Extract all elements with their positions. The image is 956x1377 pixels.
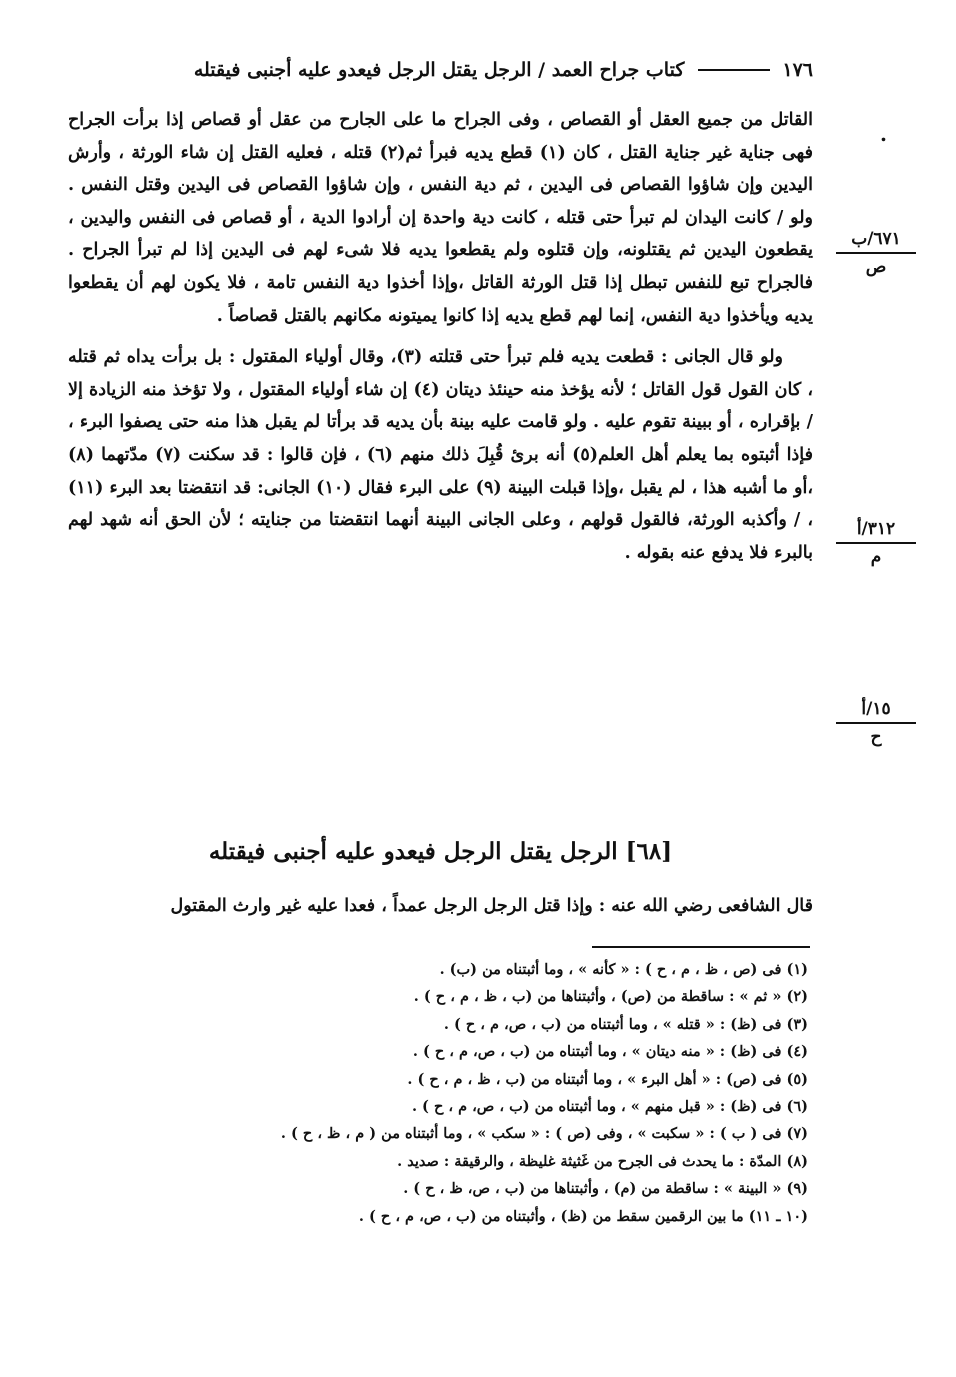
margin-note-siglum: ص [865, 257, 887, 277]
margin-note-manuscript-2 [836, 518, 916, 568]
margin-note-siglum: م [870, 547, 882, 567]
paragraph-2: ولو قال الجانى : قطعت يديه فلم تبرأ حتى قتلته (٣)، وقال أولياء المقتول : بل برأت يداه ثم قتله ، كان القول قول القاتل ؛ لأنه يؤخذ منه حينئذ ديتان (٤) إن شاء أولياء المقتول ، ولا تؤخذ منه الزيادة إلا / بإقراره ، أو ببينة تقوم عليه . ولو قامت عليه بينة بأن يديه قد برأتا لم يقبل هذا منه حتى يصفوا البرء ، فإذا أثبتوه بما يعلم أهل العلم(٥) أنه برئ قُبِلَ ذلك منهم (٦) ، فإن قالوا : قد سكنت (٧) مدّتهما (٨) ،أو ما أشبه هذا ، لم يقبل ،وإذا قبلت البينة (٩) على البرء فقال (١٠) الجانى: قد انتقضتا بعد البرء (١١) ، / وأكذبه الورثة، فالقول قولهم ، وعلى الجانى البينة أنهما انتقضتا من جنايته ؛ لأن الحق أنه شهد لهم بالبرء فلا يدفع عنه بقوله . [68, 347, 813, 563]
margin-note-manuscript-3 [836, 698, 916, 748]
running-title: كتاب جراح العمد / الرجل يقتل الرجل فيعدو عليه أجنبى فيقتله [193, 59, 685, 81]
footnote: (٥) فى (ص) : « أهل البرء » ، وما أثبتناه من (ب ، ظ ، م ، ح ) . [407, 1070, 808, 1088]
section-first-line: قال الشافعى رضي الله عنه : وإذا قتل الرجل الرجل عمداً ، فعدا عليه غير وارث المقتول [170, 896, 813, 916]
paragraph-1: القاتل من جميع العقل أو القصاص ، وفى الجراح ما على الجارح من عقل أو قصاص إذا برأت الجراح فهى جناية غير جناية القتل ، كان (١) قطع يديه فبرأ ثم(٢) قتله ، فعليه القتل إن شاء الورثة ، وأرش اليدين وإن شاؤوا القصاص فى اليدين ، ثم دية النفس ، وإن شاؤوا القصاص فى اليدين وقتل النفس . ولو / كانت اليدان لم تبرأ حتى قتله ، كانت دية واحدة إن أرادوا الدية ، أو قصاص فى النفس واليدين ، يقطعون اليدين ثم يقتلونه، وإن قتلوه ولم يقطعوا يديه فلا شىء لهم فى اليدين إذا لم تبرأ الجراح . فالجراح تبع للنفس تبطل إذا قتل الورثة القاتل ،وإذا أخذوا دية النفس تامة ، فلا يكون لهم أن يقطعوا يديه ويأخذوا دية النفس، إنما لهم قطع يديه إذا كانوا يميتونه مكانهم بالقتل قصاصاً . [68, 110, 813, 326]
main-text [68, 104, 813, 569]
margin-note-siglum: ح [870, 727, 882, 747]
section-heading: [٦٨] الرجل يقتل الرجل فيعدو عليه أجنبى فيقتله [208, 838, 673, 865]
margin-dot: . [880, 122, 887, 146]
footnote: (٢) « ثم » : ساقطة من (ص) ، وأثبتناها من (ب ، ظ ، م ، ح ) . [413, 988, 808, 1006]
footnote: (٤) فى (ظ) : « منه ديتان » ، وما أثبتناه من (ب ، ص، م ، ح ) . [412, 1043, 808, 1061]
page-number: ١٧٦ [782, 59, 813, 81]
margin-note-folio: ١٥/أ [836, 698, 916, 724]
margin-note-folio: ٦٧١/ب [836, 228, 916, 254]
header-rule [698, 69, 770, 71]
footnote-rule [592, 946, 810, 948]
footnote: (٦) فى (ظ) : « قبل منهم » ، وما أثبتناه من (ب ، ص، م ، ح ) . [411, 1098, 808, 1116]
margin-note-folio: ٣١٢/أ [836, 518, 916, 544]
running-header [68, 50, 813, 90]
footnotes-list [120, 956, 808, 1230]
footnote: (١) فى (ص ، ظ ، م ، ح ) : « كأنه » ، وما أثبتناه من (ب) . [439, 961, 808, 978]
footnote: (٣) فى (ظ) : « قتله » ، وما أثبتناه من (ب ، ص، م ، ح ) . [443, 1015, 808, 1033]
footnote: (٧) فى ( ب ) : « سكبت » ، وفى (ص ) : « سكب » ، وما أثبتناه من ( م ، ظ ، ح ) . [280, 1125, 808, 1143]
footnote: (٨) المدّة : ما يحدث فى الجرح من غَثيثة غليظة ، والرقيقة : صديد . [397, 1152, 808, 1170]
footnote: (١٠ ـ ١١) ما بين الرقمين سقط من (ظ) ، وأثبتناه من (ب ، ص، م ، ح ) . [358, 1207, 808, 1225]
footnote: (٩) « البينة » : ساقطة من (م) ، وأثبتناها من (ب ، ص، ظ ، ح ) . [403, 1180, 808, 1198]
margin-note-manuscript-1 [836, 228, 916, 278]
